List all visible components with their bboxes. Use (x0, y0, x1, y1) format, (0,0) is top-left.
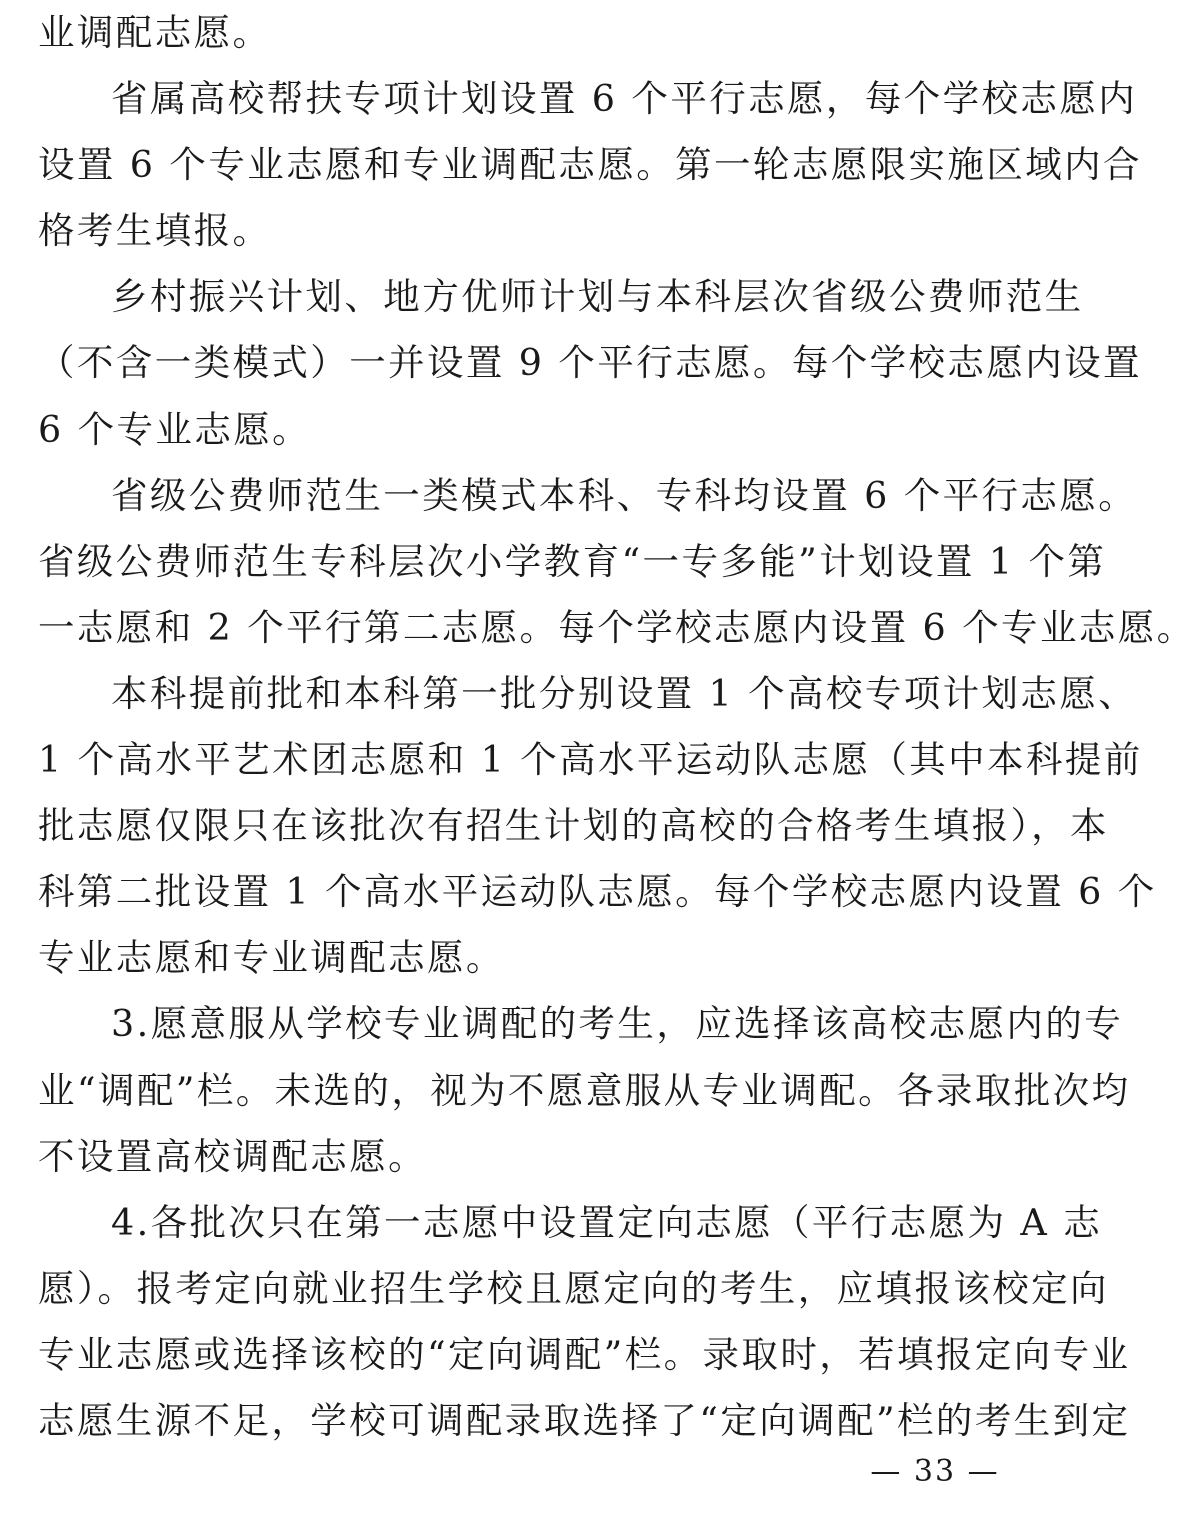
text-line: 省属高校帮扶专项计划设置 6 个平行志愿，每个学校志愿内 (111, 77, 1138, 121)
text-line: 愿）。报考定向就业招生学校且愿定向的考生，应填报该校定向 (38, 1266, 1109, 1310)
text-line: 本科提前批和本科第一批分别设置 1 个高校专项计划志愿、 (111, 671, 1138, 715)
text-line: 4.各批次只在第一志愿中设置定向志愿（平行志愿为 A 志 (111, 1200, 1103, 1244)
text-line: 专业志愿和专业调配志愿。 (38, 936, 505, 980)
text-line: 1 个高水平艺术团志愿和 1 个高水平运动队志愿（其中本科提前 (38, 738, 1143, 782)
text-line: 乡村振兴计划、地方优师计划与本科层次省级公费师范生 (111, 275, 1084, 319)
text-line: 批志愿仅限只在该批次有招生计划的高校的合格考生填报），本 (38, 804, 1109, 848)
text-line: 6 个专业志愿。 (38, 407, 312, 451)
text-line: 志愿生源不足，学校可调配录取选择了“定向调配”栏的考生到定 (38, 1398, 1131, 1442)
text-line: 3.愿意服从学校专业调配的考生，应选择该高校志愿内的专 (111, 1002, 1124, 1046)
text-line: 业“调配”栏。未选的，视为不愿意服从专业调配。各录取批次均 (38, 1068, 1131, 1112)
text-line: 省级公费师范生专科层次小学教育“一专多能”计划设置 1 个第 (38, 539, 1107, 583)
text-line: 省级公费师范生一类模式本科、专科均设置 6 个平行志愿。 (111, 473, 1138, 517)
page-number: — 33 — (870, 1454, 1000, 1489)
text-line: 不设置高校调配志愿。 (38, 1134, 427, 1178)
text-line: （不含一类模式）一并设置 9 个平行志愿。每个学校志愿内设置 (38, 341, 1142, 385)
text-line: 专业志愿或选择该校的“定向调配”栏。录取时，若填报定向专业 (38, 1332, 1131, 1376)
text-line: 一志愿和 2 个平行第二志愿。每个学校志愿内设置 6 个专业志愿。 (38, 605, 1196, 649)
text-line: 业调配志愿。 (38, 11, 272, 54)
text-line: 格考生填报。 (38, 209, 272, 253)
document-page (38, 0, 1196, 1454)
text-line: 设置 6 个专业志愿和专业调配志愿。第一轮志愿限实施区域内合 (38, 143, 1142, 187)
text-line: 科第二批设置 1 个高水平运动队志愿。每个学校志愿内设置 6 个 (38, 870, 1157, 914)
